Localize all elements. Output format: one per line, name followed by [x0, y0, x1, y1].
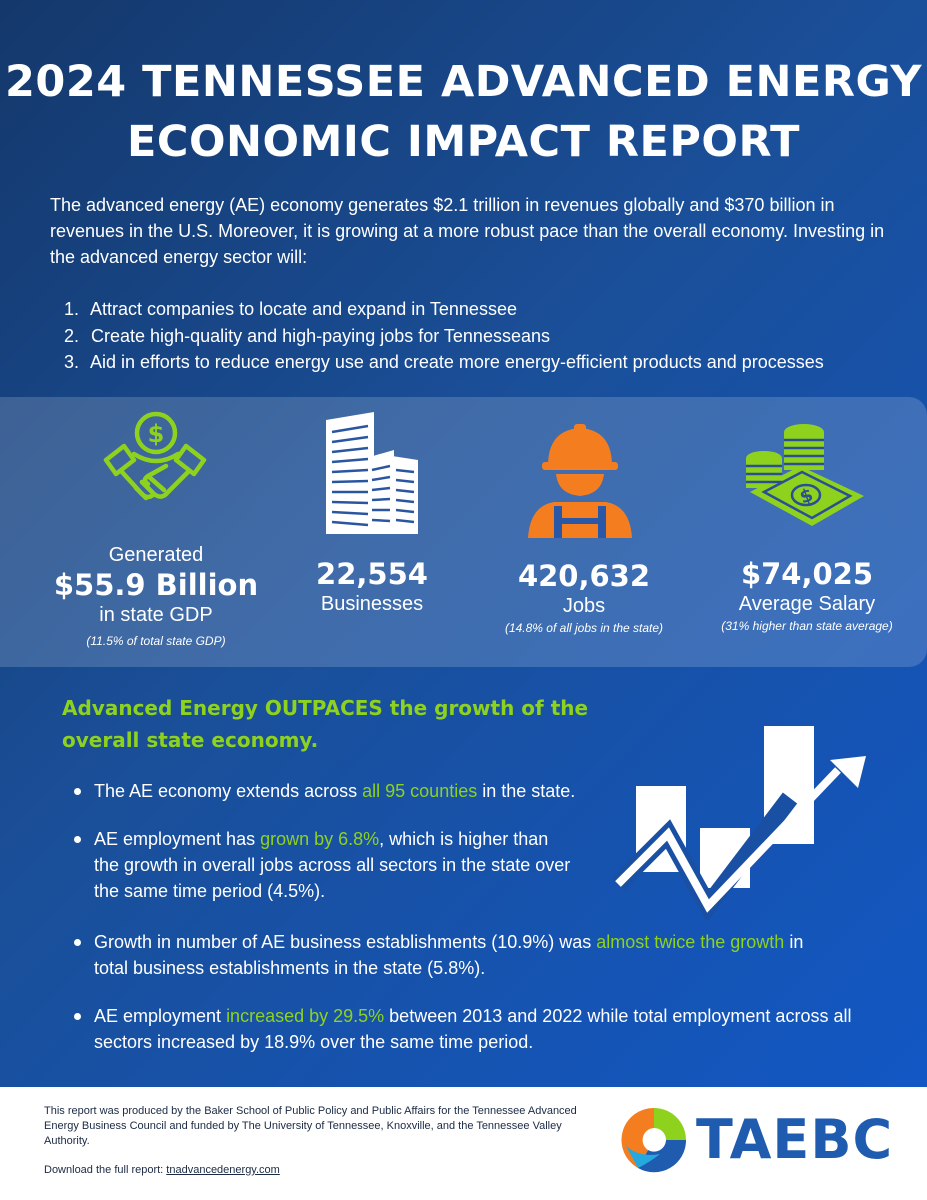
bullet-list-2	[74, 826, 574, 904]
bullet-list-4	[74, 1003, 854, 1055]
stat-salary-label: Average Salary	[738, 593, 876, 615]
goal-text: Aid in efforts to reduce energy use and create more energy-efficient products and processes	[90, 352, 824, 372]
intro-paragraph: The advanced energy (AE) economy generates $2.1 trillion in revenues globally and $370 billion in revenues in the U.S. Moreover, it is growing at a more robust pace than the overall economy. Investing in the advanced energy sector will:	[50, 195, 885, 267]
bullet-list-3	[74, 929, 814, 981]
goal-item	[64, 349, 914, 376]
bullet-text: Growth in number of AE business establishments (10.9%) was	[94, 932, 597, 952]
stat-jobs-note: (14.8% of all jobs in the state)	[504, 621, 664, 635]
money-coins-icon	[740, 418, 870, 530]
stat-gdp-note: (11.5% of total state GDP)	[86, 634, 226, 648]
bullet-item	[74, 778, 854, 804]
taebc-brand: TAEBC	[696, 1108, 894, 1171]
bullet-text: , which is higher than the growth in overall jobs across all sectors in the state over the same time period (4.5%).	[94, 829, 571, 901]
footer-download	[44, 1164, 280, 1176]
bullet-text: between 2013 and 2022 while total employment across all sectors increased by 18.9% over the same time period.	[94, 1006, 852, 1052]
page-title	[0, 52, 927, 172]
stat-businesses	[296, 556, 448, 616]
goal-item	[64, 296, 914, 323]
goal-text: Attract companies to locate and expand in Tennessee	[90, 299, 517, 319]
growth-chart-icon	[608, 720, 878, 920]
stat-jobs-value: 420,632	[517, 559, 651, 593]
stat-gdp-label: in state GDP	[99, 604, 213, 626]
goal-number: 2.	[64, 325, 80, 346]
bullet-list-1	[74, 778, 854, 804]
goal-number: 3.	[64, 352, 80, 372]
goals-list	[64, 296, 914, 376]
handshake-money-icon	[90, 408, 220, 528]
worker-hardhat-icon	[524, 422, 636, 540]
bullet-text: AE employment has	[94, 829, 261, 849]
bullet-text: AE employment	[94, 1006, 227, 1026]
title-line-2: ECONOMIC IMPACT REPORT	[127, 117, 800, 167]
bullet-highlight: grown by 6.8%	[260, 829, 380, 849]
bullet-text: in the state.	[477, 781, 576, 801]
bullet-text: in total business establishments in the state (5.8%).	[94, 932, 804, 978]
stat-jobs-label: Jobs	[562, 595, 606, 617]
outpace-line-2: overall state economy.	[62, 728, 319, 752]
stat-salary-value: $74,025	[740, 557, 874, 591]
stat-gdp-prefix: Generated	[108, 544, 204, 566]
bullet-highlight: all 95 counties	[362, 781, 478, 801]
svg-text:$: $	[147, 420, 165, 448]
stat-businesses-label: Businesses	[320, 593, 424, 615]
stat-salary-note: (31% higher than state average)	[721, 619, 893, 633]
taebc-logo-icon	[620, 1106, 688, 1174]
buildings-icon	[324, 410, 420, 536]
stat-businesses-value: 22,554	[316, 557, 428, 591]
bullet-item	[74, 929, 814, 981]
outpace-line-1: Advanced Energy OUTPACES the growth of the	[62, 696, 589, 720]
bullet-highlight: almost twice the growth	[596, 932, 785, 952]
bullet-highlight: increased by 29.5%	[226, 1006, 385, 1026]
title-line-1: 2024 TENNESSEE ADVANCED ENERGY	[5, 57, 922, 107]
bullet-item	[74, 1003, 854, 1055]
footer-credits: This report was produced by the Baker School of Public Policy and Public Affairs for the Tennessee Advanced Energy Business Council and funded by The University of Tennessee, Knoxville, and the Tennessee Valley Authority.	[44, 1105, 577, 1147]
goal-text: Create high-quality and high-paying jobs for Tennesseans	[91, 325, 550, 346]
bullet-item	[74, 826, 574, 904]
download-link[interactable]: tnadvancedenergy.com	[166, 1164, 280, 1176]
stat-salary	[700, 556, 914, 634]
outpace-heading	[62, 692, 652, 756]
stat-jobs	[478, 558, 690, 636]
goal-number: 1.	[64, 299, 80, 319]
stat-gdp	[40, 543, 272, 649]
download-label: Download the full report:	[44, 1164, 167, 1176]
goal-item	[64, 323, 914, 350]
stat-gdp-value: $55.9 Billion	[53, 568, 259, 602]
bullet-text: The AE economy extends across	[94, 781, 363, 801]
svg-text:$: $	[797, 484, 816, 509]
